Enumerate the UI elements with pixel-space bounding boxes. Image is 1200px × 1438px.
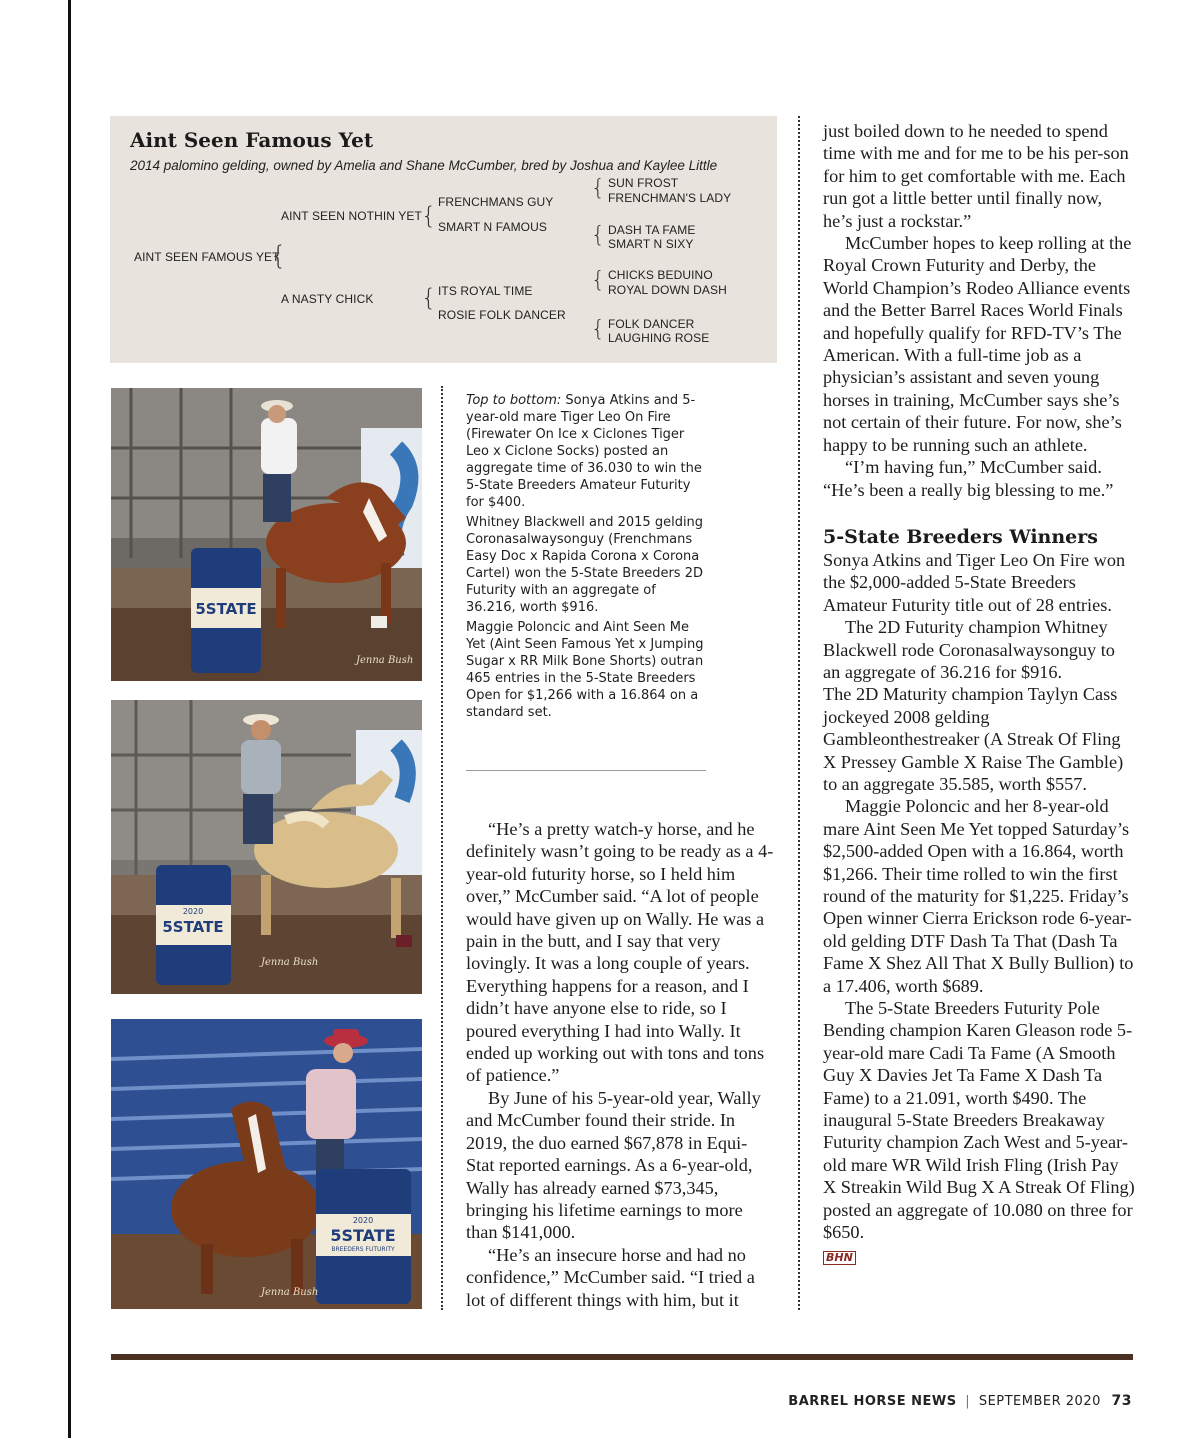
pedigree-sire: AINT SEEN NOTHIN YET (281, 209, 422, 223)
barrel-year: 2020 (352, 1216, 374, 1225)
barrel-banner-text: 5STATE (162, 918, 224, 936)
footer-separator: | (965, 1394, 971, 1409)
paragraph: The 5-State Breeders Futurity Pole Bending champion Karen Gleason rode 5-year-old mare Cadi Ta Fame (A Smooth Guy X Davies Jet Ta Fame X Dash Ta Fame) to a 21.091, worth $490. The inaugural 5-State Breeders Breakaway Futurity champion Zach West and 5-year-old mare WR Wild Irish Fling (Irish Pay X Streakin Wild Bug X A Streak Of Fling) posted an aggregate of 10.080 on three for $650. (823, 998, 1135, 1243)
pedigree-dam: A NASTY CHICK (281, 292, 374, 306)
pedigree-g3-2: FRENCHMAN'S LADY (608, 191, 732, 205)
bracket-icon: { (421, 284, 437, 312)
footer-issue: SEPTEMBER 2020 (978, 1394, 1101, 1409)
paragraph: Maggie Poloncic and her 8-year-old mare Aint Seen Me Yet topped Saturday’s $2,500-added Open with a 16.864, worth $1,266. Their time rolled to win the first round of the maturity for $1,225. Friday’s Open winner Cierra Erickson rode 6-year-old gelding DTF Dash Ta That (Dash Ta Fame X Shez All That X Bully Bullion) to a 17.406, worth $689. (823, 796, 1134, 996)
barrel-subtitle: BREEDERS FUTURITY (331, 1246, 395, 1253)
pedigree-sire-dam: SMART N FAMOUS (438, 220, 547, 234)
page-footer (788, 1393, 1132, 1409)
paragraph: “He’s a pretty watch-y horse, and he definitely wasn’t going to be ready as a 4-year-old futurity horse, so I held him over,” McCumber said. “A lot of people would have given up on Wally. He was a pain in the butt, and I say that very lovingly. It was a long couple of years. Everything happens for a reason, and I didn’t have anyone else to ride, so I poured everything I had into Wally. It ended up working out with tons and tons of patience.” (466, 819, 774, 1086)
barrel-year: 2020 (182, 907, 204, 916)
photo-credit: Jenna Bush (261, 957, 319, 968)
photo-image (111, 388, 422, 681)
photo-credit: Jenna Bush (356, 655, 414, 666)
pedigree-g3-5: CHICKS BEDUINO (608, 268, 713, 282)
bracket-icon: { (591, 223, 605, 248)
section-heading: 5-State Breeders Winners (823, 525, 1098, 548)
pedigree-dam-sire: ITS ROYAL TIME (438, 284, 533, 298)
pedigree-g3-6: ROYAL DOWN DASH (608, 283, 727, 297)
pedigree-g3-7: FOLK DANCER (608, 317, 695, 331)
bracket-icon: { (591, 176, 605, 201)
barrel-banner-text: 5STATE (330, 1226, 396, 1245)
article-middle-column (466, 818, 774, 1311)
pedigree-g3-3: DASH TA FAME (608, 223, 696, 237)
footer-rule (111, 1354, 1133, 1360)
caption-3: Maggie Poloncic and Aint Seen Me Yet (Aint Seen Famous Yet x Jumping Sugar x RR Milk Bone Shorts) outran 465 entries in the 5-State Breeders Open for $1,266 with a 16.864 on a standard set. (466, 620, 704, 720)
footer-publication: BARREL HORSE NEWS (788, 1394, 957, 1409)
photo-credit: Jenna Bush (261, 1287, 319, 1298)
bracket-icon: { (421, 202, 437, 230)
paragraph: McCumber hopes to keep rolling at the Royal Crown Futurity and Derby, the World Champion’s Rodeo Alliance events and the Better Barrel Races World Finals and hopefully qualify for RFD-TV’s The American. With a full-time job as a physician’s assistant and seven young horses in training, McCumber says she’s not certain of their future. For now, she’s happy to be running such an athlete. (823, 233, 1132, 455)
pedigree-sire-sire: FRENCHMANS GUY (438, 195, 554, 209)
pedigree-title: Aint Seen Famous Yet (130, 128, 374, 152)
article-right-column (823, 120, 1135, 1266)
photo-image (111, 1019, 422, 1309)
left-margin-rule (68, 0, 71, 1438)
photo-image (111, 700, 422, 994)
paragraph: By June of his 5-year-old year, Wally and McCumber found their stride. In 2019, the duo earned $67,878 in Equi-Stat reported earnings. As a 6-year-old, Wally has already earned $73,345, bringing his lifetime earnings to more than $141,000. (466, 1087, 761, 1243)
caption-divider (466, 770, 706, 771)
paragraph: “He’s an insecure horse and had no confidence,” McCumber said. “I tried a lot of different things with him, but it (466, 1244, 755, 1310)
column-divider (798, 116, 800, 1310)
bracket-icon: { (591, 268, 605, 293)
pedigree-subtitle: 2014 palomino gelding, owned by Amelia and Shane McCumber, bred by Joshua and Kaylee Little (130, 158, 718, 173)
pedigree-g3-4: SMART N SIXY (608, 237, 694, 251)
pedigree-dam-dam: ROSIE FOLK DANCER (438, 308, 566, 322)
paragraph: The 2D Maturity champion Taylyn Cass jockeyed 2008 gelding Gambleonthestreaker (A Streak Of Fling X Pressey Gamble X Raise The Gamble) to an aggregate 35.585, worth $557. (823, 684, 1124, 794)
pedigree-g3-1: SUN FROST (608, 176, 679, 190)
photo-blackwell-coronasalwaysonguy (111, 700, 422, 994)
pedigree-box (110, 116, 777, 363)
end-mark-logo: BHN (823, 1251, 856, 1265)
caption-2: Whitney Blackwell and 2015 gelding Coronasalwaysonguy (Frenchmans Easy Doc x Rapida Corona x Corona Cartel) won the 5-State Breeders 2D Futurity with an aggregate of 36.216, worth $916. (466, 515, 704, 615)
page-number: 73 (1111, 1393, 1132, 1409)
caption-1 (466, 392, 706, 511)
photo-captions (466, 392, 706, 724)
pedigree-horse: AINT SEEN FAMOUS YET (134, 250, 280, 264)
barrel-banner-text: 5STATE (195, 600, 257, 618)
bracket-icon: { (270, 241, 287, 271)
photo-poloncic-aint-seen-me-yet (111, 1019, 422, 1309)
caption-1-text: Sonya Atkins and 5-year-old mare Tiger Leo On Fire (Firewater On Ice x Ciclones Tiger Leo x Ciclone Socks) posted an aggregate time of 36.030 to win the 5-State Breeders Amateur Futurity for $400. (466, 393, 702, 510)
paragraph: just boiled down to he needed to spend time with me and for me to be his per-son for him to get comfortable with me. Each run got a little better until finally now, he’s just a rockstar.” (823, 121, 1129, 231)
caption-lead-label: Top to bottom: (466, 393, 562, 408)
paragraph: Sonya Atkins and Tiger Leo On Fire won the $2,000-added 5-State Breeders Amateur Futurity title out of 28 entries. (823, 549, 1126, 615)
pedigree-g3-8: LAUGHING ROSE (608, 331, 710, 345)
bracket-icon: { (591, 317, 605, 342)
photo-atkins-tiger-leo (111, 388, 422, 681)
paragraph: The 2D Futurity champion Whitney Blackwell rode Coronasalwaysonguy to an aggregate of 36.216 for $916. (823, 617, 1115, 682)
column-divider (441, 386, 443, 1310)
paragraph: “I’m having fun,” McCumber said. “He’s been a really big blessing to me.” (823, 457, 1114, 500)
